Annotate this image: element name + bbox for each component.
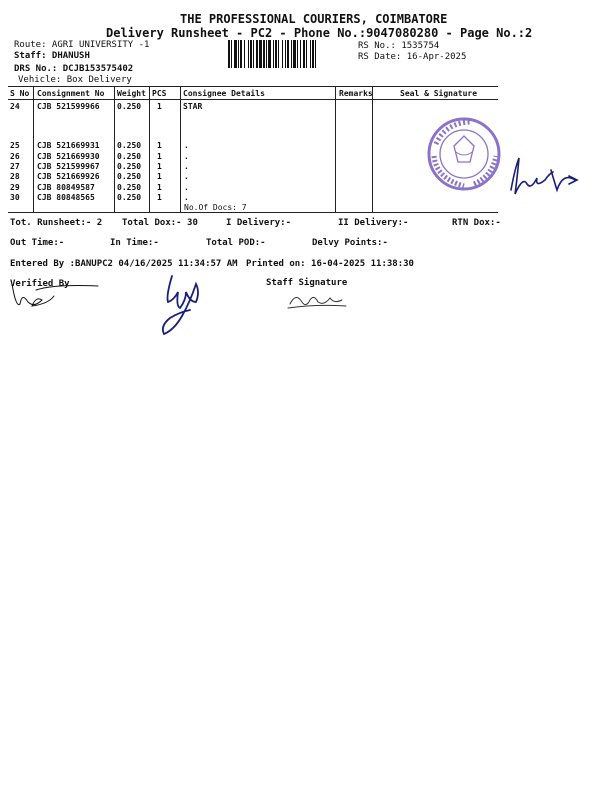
barcode-bar <box>282 40 283 68</box>
row-pcs: 1 <box>157 183 162 192</box>
out-time: Out Time:- <box>10 238 65 248</box>
barcode-bar <box>275 40 277 68</box>
row-sno: 30 <box>10 193 20 202</box>
row-pcs: 1 <box>157 102 162 111</box>
col-divider <box>372 86 373 212</box>
barcode-bar <box>291 40 292 68</box>
barcode-bar <box>234 40 237 68</box>
row-consignment: CJB 521669931 <box>37 141 100 150</box>
barcode-bar <box>297 40 298 68</box>
row-details: STAR <box>183 102 203 111</box>
barcode-bar <box>238 40 239 68</box>
rs-date: RS Date: 16-Apr-2025 <box>358 52 467 62</box>
receiver-signature <box>505 150 585 200</box>
row-details: . <box>184 172 189 181</box>
row-sno: 24 <box>10 102 20 111</box>
row-weight: 0.250 <box>117 172 142 181</box>
row-consignment: CJB 521669926 <box>37 172 100 181</box>
barcode-bar <box>263 40 265 68</box>
row-weight: 0.250 <box>117 193 142 202</box>
header-consignee: Consignee Details <box>183 89 265 98</box>
row-weight: 0.250 <box>117 162 142 171</box>
row-details: . <box>184 152 189 161</box>
row-weight: 0.250 <box>117 141 142 150</box>
barcode-bar <box>312 40 314 68</box>
barcode-bar <box>256 40 258 68</box>
row-consignment: CJB 80849587 <box>37 183 95 192</box>
staff-signature <box>286 290 350 314</box>
row-sno: 26 <box>10 152 20 161</box>
barcode-bar <box>315 40 316 68</box>
barcode-bar <box>285 40 286 68</box>
total-pod: Total POD:- <box>206 238 266 248</box>
row-details: . <box>184 141 189 150</box>
row-sno: 25 <box>10 141 20 150</box>
route-label: Route: AGRI UNIVERSITY -1 <box>14 40 150 50</box>
i-delivery: I Delivery:- <box>226 218 292 228</box>
barcode-bar <box>231 40 232 68</box>
staff-label: Staff: DHANUSH <box>14 51 90 61</box>
row-consignment: CJB 521669930 <box>37 152 100 161</box>
row-consignment: CJB 80848565 <box>37 193 95 202</box>
no-of-docs: No.Of Docs: 7 <box>184 203 247 212</box>
barcode-bar <box>300 40 301 68</box>
row-pcs: 1 <box>157 152 162 161</box>
barcode-bar <box>253 40 254 68</box>
verified-signature <box>8 278 100 312</box>
row-pcs: 1 <box>157 172 162 181</box>
in-time: In Time:- <box>110 238 159 248</box>
barcode-bar <box>250 40 252 68</box>
col-divider <box>180 86 181 212</box>
header-seal: Seal & Signature <box>400 89 478 98</box>
barcode-bar <box>293 40 296 68</box>
staff-blue-signature <box>156 272 212 338</box>
row-consignment: CJB 521599966 <box>37 102 100 111</box>
row-sno: 27 <box>10 162 20 171</box>
col-divider <box>33 86 34 212</box>
header-sno: S No <box>10 89 30 98</box>
row-weight: 0.250 <box>117 183 142 192</box>
drs-number: DRS No.: DCJB153575402 <box>14 64 134 74</box>
header-consignment: Consignment No <box>37 89 105 98</box>
barcode-bar <box>248 40 249 68</box>
col-divider <box>114 86 115 212</box>
barcode-bar <box>228 40 230 68</box>
barcode-bar <box>310 40 311 68</box>
barcode <box>228 40 352 68</box>
barcode-bar <box>259 40 262 68</box>
row-sno: 28 <box>10 172 20 181</box>
vehicle-label: Vehicle: Box Delivery <box>18 75 132 85</box>
row-pcs: 1 <box>157 141 162 150</box>
table-top-border <box>8 86 498 87</box>
total-dox: Total Dox:- 30 <box>122 218 198 228</box>
barcode-bar <box>273 40 274 68</box>
row-pcs: 1 <box>157 193 162 202</box>
rtn-dox: RTN Dox:- <box>452 218 501 228</box>
row-details: . <box>184 193 189 202</box>
ii-delivery: II Delivery:- <box>338 218 409 228</box>
barcode-bar <box>303 40 305 68</box>
col-divider <box>149 86 150 212</box>
row-consignment: CJB 521599967 <box>37 162 100 171</box>
row-weight: 0.250 <box>117 152 142 161</box>
row-details: . <box>184 183 189 192</box>
rs-number: RS No.: 1535754 <box>358 41 440 51</box>
barcode-bar <box>268 40 271 68</box>
row-pcs: 1 <box>157 162 162 171</box>
company-title: THE PROFESSIONAL COURIERS, COIMBATORE <box>180 12 448 26</box>
row-details: . <box>184 162 189 171</box>
tot-runsheet: Tot. Runsheet:- 2 <box>10 218 103 228</box>
row-sno: 29 <box>10 183 20 192</box>
table-header-border <box>8 99 498 100</box>
header-remarks: Remarks <box>339 89 373 98</box>
barcode-bar <box>287 40 289 68</box>
table-bottom-border <box>8 212 498 213</box>
barcode-bar <box>278 40 279 68</box>
barcode-bar <box>266 40 267 68</box>
runsheet-subtitle: Delivery Runsheet - PC2 - Phone No.:9047080280 - Page No.:2 <box>106 26 533 40</box>
barcode-bar <box>244 40 245 68</box>
entered-by: Entered By :BANUPC2 04/16/2025 11:34:57 AM <box>10 259 238 269</box>
row-weight: 0.250 <box>117 102 142 111</box>
barcode-bar <box>306 40 307 68</box>
round-seal-stamp <box>426 116 502 192</box>
verified-by-label: Verified By <box>10 279 70 289</box>
printed-on: Printed on: 16-04-2025 11:38:30 <box>246 259 414 269</box>
col-divider <box>335 86 336 212</box>
header-weight: Weight <box>117 89 146 98</box>
header-pcs: PCS <box>152 89 167 98</box>
staff-signature-label: Staff Signature <box>266 278 348 288</box>
barcode-bar <box>240 40 242 68</box>
delvy-points: Delvy Points:- <box>312 238 388 248</box>
